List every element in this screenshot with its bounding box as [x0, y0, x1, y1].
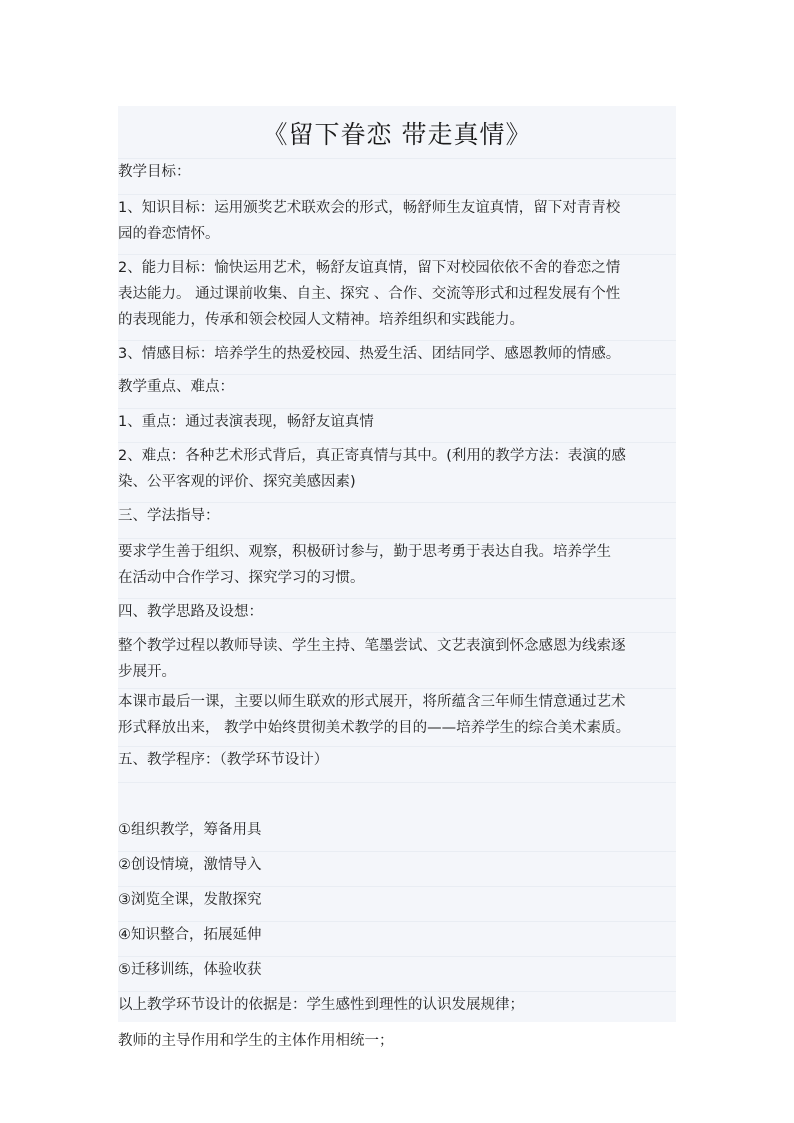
text-line: ③浏览全课，发散探究 [118, 892, 262, 908]
method-text [118, 539, 676, 591]
idea-text-2 [118, 689, 676, 741]
text-line: 表达能力。 通过课前收集、自主、探究 、合作、交流等形式和过程发展有个性 [118, 286, 621, 302]
text-line: ②创设情境，激情导入 [118, 857, 262, 873]
text-line: 教师的主导作用和学生的主体作用相统一； [118, 1033, 394, 1049]
text-line: 园的眷恋情怀。 [118, 226, 220, 242]
text-line: ①组织教学，筹备用具 [118, 822, 262, 838]
text-line: ⑤迁移训练，体验收获 [118, 962, 262, 978]
text-line: 教学目标： [118, 164, 191, 180]
text-line: 的表现能力，传承和领会校园人文精神。培养组织和实践能力。 [118, 312, 524, 328]
text-line: 以上教学环节设计的依据是：学生感性到理性的认识发展规律； [118, 997, 524, 1013]
procedure-step-3 [118, 887, 676, 913]
text-line: 要求学生善于组织、观察，积极研讨参与，勤于思考勇于表达自我。培养学生 [118, 544, 611, 560]
procedure-step-2 [118, 852, 676, 878]
text-line: 1、知识目标：运用颁奖艺术联欢会的形式，畅舒师生友谊真情，留下对青青校 [118, 200, 621, 216]
basis-text-1 [118, 992, 676, 1018]
goal-ability [118, 255, 676, 333]
text-line: 2、难点：各种艺术形式背后，真正寄真情与其中。(利用的教学方法：表演的感 [118, 448, 626, 464]
text-line: 整个教学过程以教师导读、学生主持、笔墨尝试、文艺表演到怀念感恩为线索逐 [118, 638, 626, 654]
text-line: 五、教学程序：（教学环节设计） [118, 752, 329, 768]
keypoints-heading [118, 374, 676, 400]
keypoint-difficulty [118, 443, 676, 495]
goal-emotion [118, 341, 676, 367]
method-heading [118, 503, 676, 529]
goal-knowledge [118, 195, 676, 247]
basis-text-2 [118, 1028, 676, 1054]
divider [118, 782, 676, 783]
text-line: 步展开。 [118, 664, 176, 680]
idea-heading [118, 599, 676, 625]
idea-text-1 [118, 633, 676, 685]
procedure-heading [118, 747, 676, 773]
text-line: 在活动中合作学习、探究学习的习惯。 [118, 570, 365, 586]
keypoint-focus [118, 409, 676, 435]
document-page [118, 106, 676, 1022]
text-line: 染、公平客观的评价、探究美感因素) [118, 474, 356, 490]
text-line: ④知识整合，拓展延伸 [118, 927, 262, 943]
document-title: 《留下眷恋 带走真情》 [262, 120, 532, 149]
procedure-step-4 [118, 922, 676, 948]
text-line: 三、学法指导： [118, 508, 220, 524]
text-line: 3、情感目标：培养学生的热爱校园、热爱生活、团结同学、感恩教师的情感。 [118, 346, 621, 362]
text-line: 四、教学思路及设想： [118, 604, 263, 620]
text-line: 1、重点：通过表演表现，畅舒友谊真情 [118, 414, 374, 430]
procedure-step-1 [118, 817, 676, 843]
goals-heading [118, 159, 676, 185]
text-line: 2、能力目标：愉快运用艺术，畅舒友谊真情，留下对校园依依不舍的眷恋之情 [118, 260, 621, 276]
procedure-step-5 [118, 957, 676, 983]
text-line: 形式释放出来， 教学中始终贯彻美术教学的目的——培养学生的综合美术素质。 [118, 720, 631, 736]
text-line: 教学重点、难点： [118, 379, 234, 395]
text-line: 本课市最后一课，主要以师生联欢的形式展开，将所蕴含三年师生情意通过艺术 [118, 694, 626, 710]
